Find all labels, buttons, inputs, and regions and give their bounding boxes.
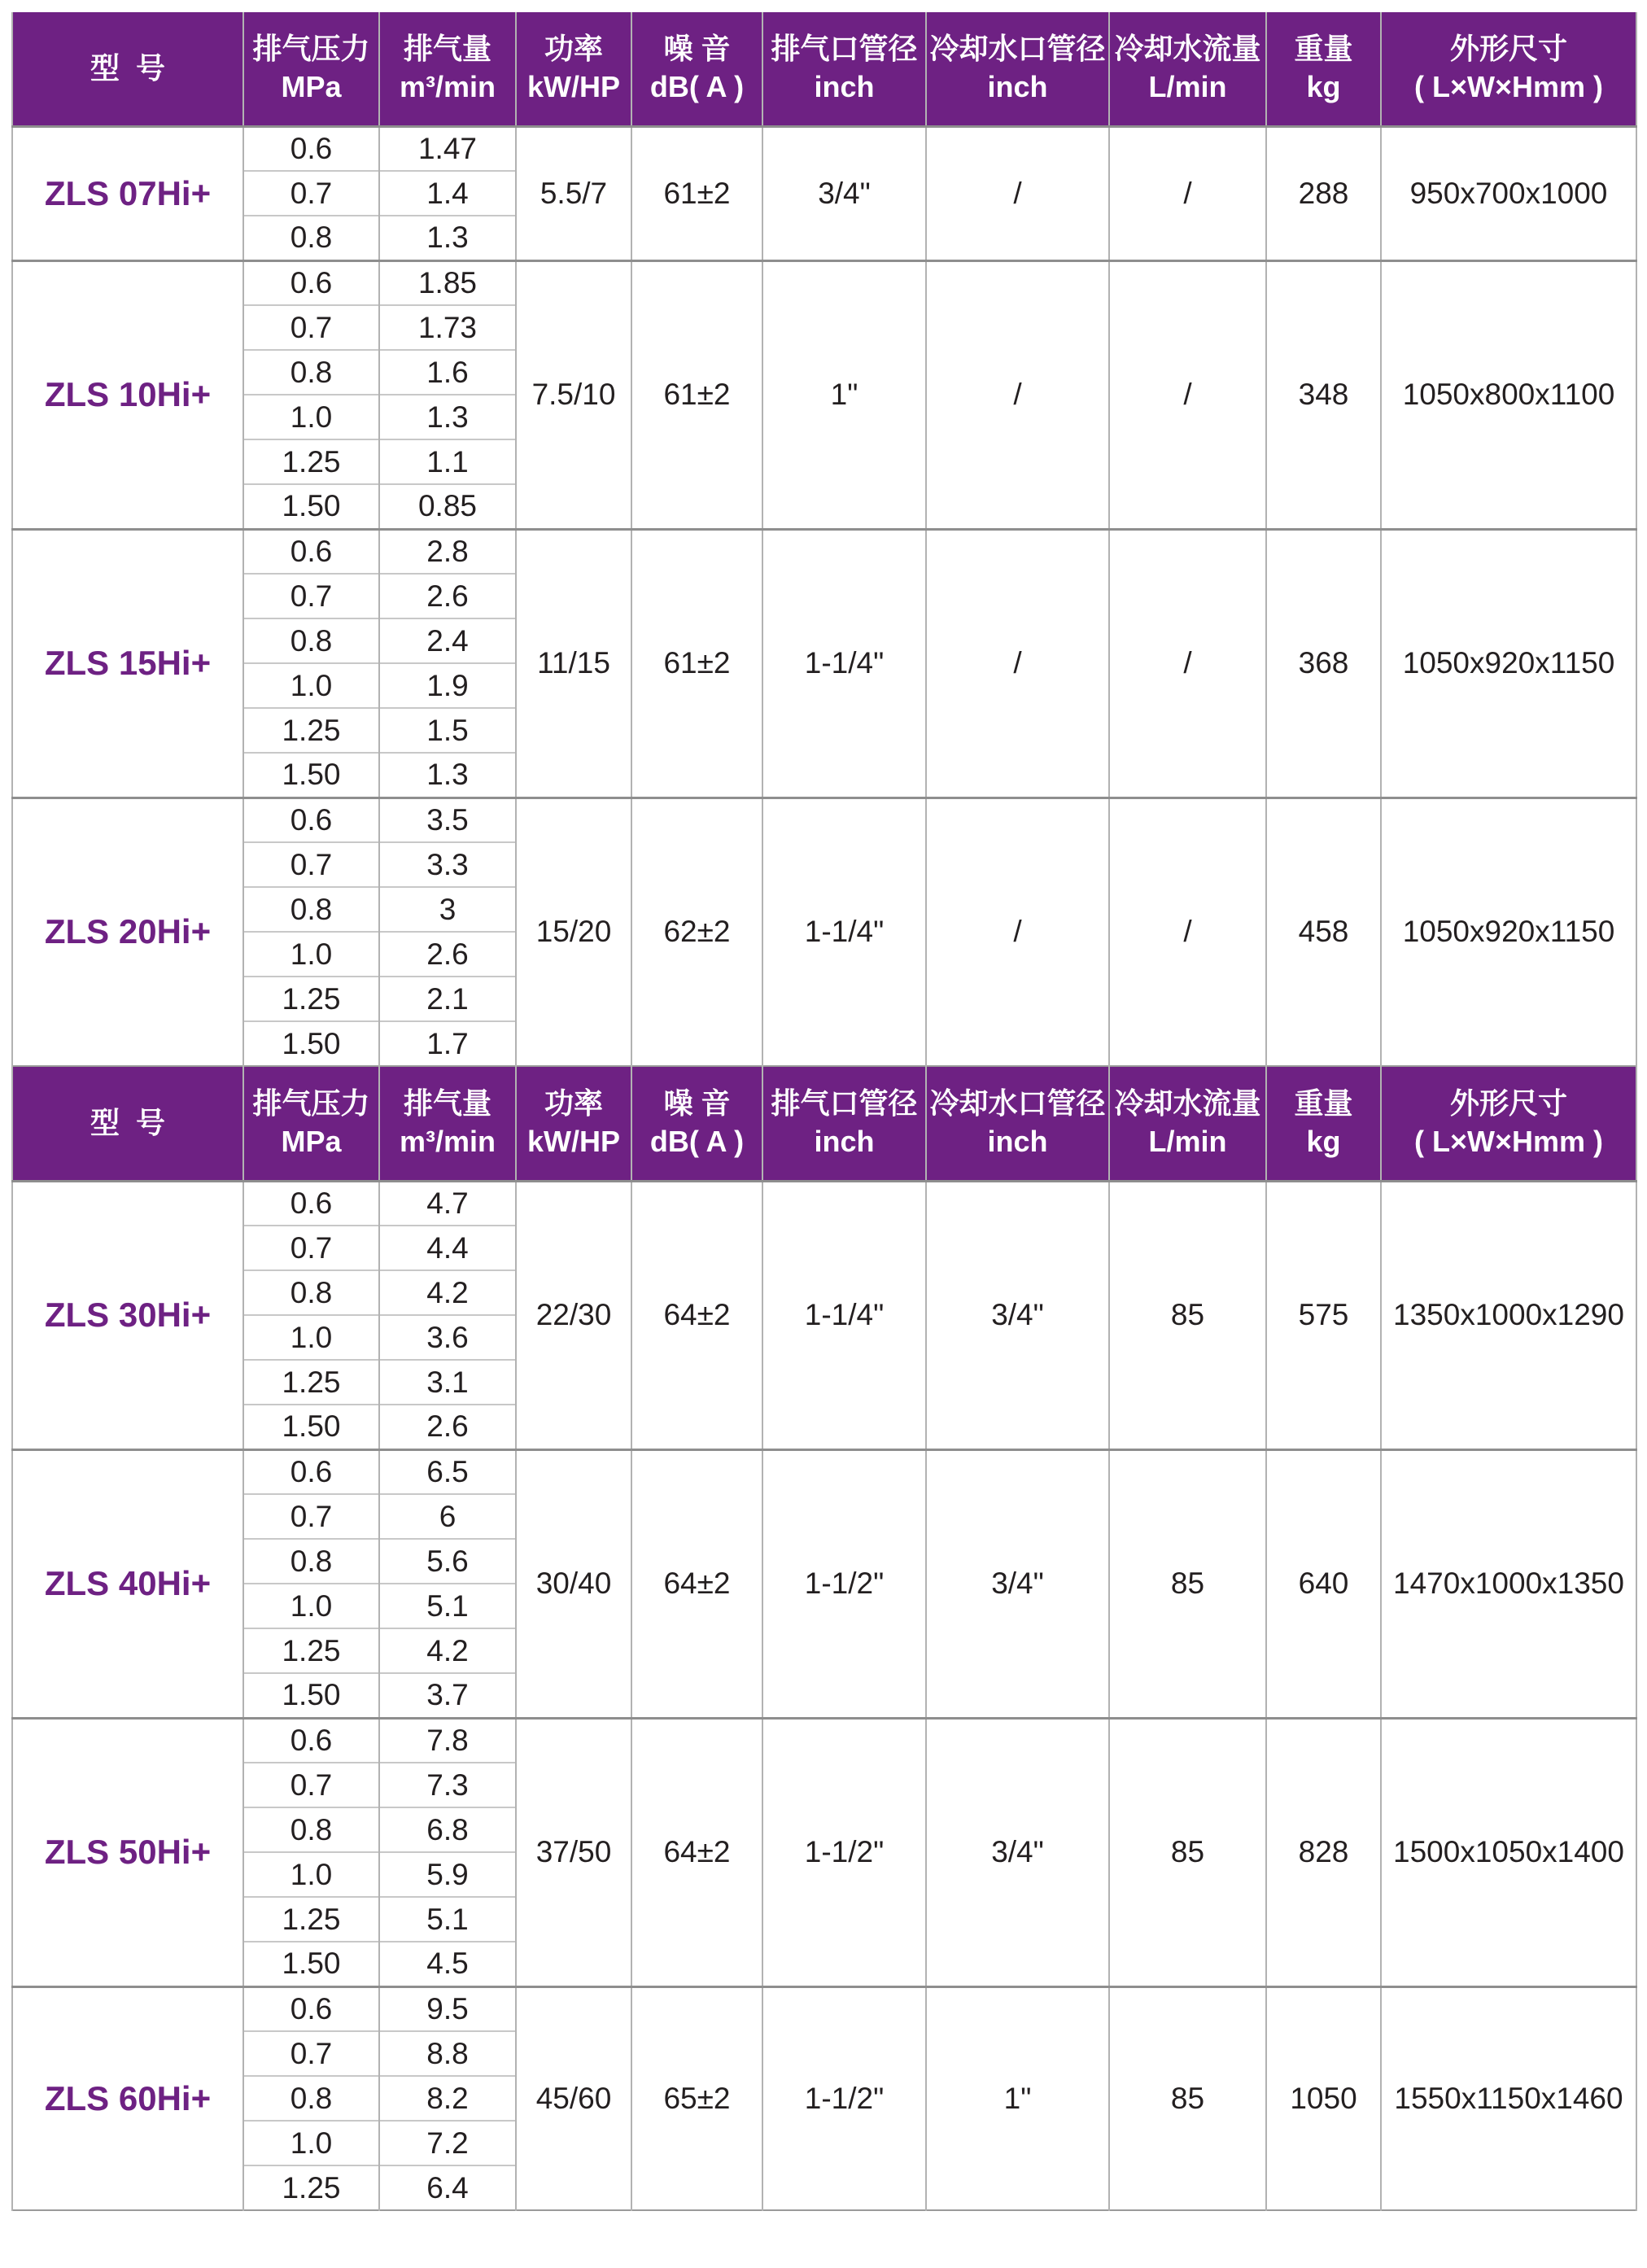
column-header-line1: 冷却水口管径 <box>929 1086 1106 1121</box>
pressure-cell: 1.25 <box>243 1628 379 1673</box>
weight-cell: 1050 <box>1266 1986 1381 2210</box>
flow-cell: 4.2 <box>379 1628 516 1673</box>
flow-cell: 5.1 <box>379 1584 516 1628</box>
pressure-cell: 0.7 <box>243 305 379 350</box>
flow-cell: 5.1 <box>379 1897 516 1942</box>
cooling-flow-cell: / <box>1109 260 1266 529</box>
table-row <box>12 1986 1636 2031</box>
flow-cell: 1.47 <box>379 126 516 171</box>
pressure-cell: 1.50 <box>243 484 379 529</box>
pressure-cell: 0.8 <box>243 2076 379 2121</box>
flow-cell: 7.3 <box>379 1763 516 1807</box>
outlet-pipe-cell: 1-1/4" <box>762 529 926 798</box>
cooling-pipe-cell: 3/4" <box>926 1181 1109 1449</box>
weight-cell: 575 <box>1266 1181 1381 1449</box>
column-header-0 <box>12 1067 243 1181</box>
column-header-line1: 功率 <box>544 32 603 66</box>
pressure-cell: 0.7 <box>243 574 379 618</box>
pressure-cell: 1.0 <box>243 1852 379 1897</box>
pressure-cell: 0.8 <box>243 1539 379 1584</box>
spec-table-section-2 <box>11 1067 1637 2211</box>
pressure-cell: 0.6 <box>243 126 379 171</box>
column-header-line1: 型 号 <box>90 1105 165 1139</box>
table-row <box>12 1718 1636 1763</box>
model-cell: ZLS 20Hi+ <box>12 798 243 1066</box>
column-header-line2: kg <box>1306 1125 1341 1159</box>
flow-cell: 2.1 <box>379 977 516 1021</box>
column-header-line1: 冷却水口管径 <box>929 32 1106 66</box>
weight-cell: 368 <box>1266 529 1381 798</box>
flow-cell: 1.3 <box>379 216 516 260</box>
pressure-cell: 0.8 <box>243 618 379 663</box>
column-header-line1: 冷却水流量 <box>1114 1086 1261 1121</box>
column-header-line2: MPa <box>281 1125 342 1159</box>
pressure-cell: 1.25 <box>243 1897 379 1942</box>
table-row <box>12 1181 1636 1226</box>
cooling-pipe-cell: / <box>926 798 1109 1066</box>
table-row <box>12 1449 1636 1494</box>
flow-cell: 3.6 <box>379 1315 516 1360</box>
dimensions-cell: 1470x1000x1350 <box>1381 1449 1636 1718</box>
power-cell: 30/40 <box>516 1449 631 1718</box>
table-row <box>12 260 1636 305</box>
column-header-line1: 排气口管径 <box>771 32 918 66</box>
column-header-line2: inch <box>814 70 875 104</box>
noise-cell: 61±2 <box>631 260 762 529</box>
pressure-cell: 1.50 <box>243 1405 379 1449</box>
column-header-line1: 排气量 <box>403 1086 491 1121</box>
flow-cell: 3 <box>379 887 516 932</box>
noise-cell: 64±2 <box>631 1449 762 1718</box>
column-header-8 <box>1266 12 1381 126</box>
pressure-cell: 0.6 <box>243 1181 379 1226</box>
flow-cell: 5.9 <box>379 1852 516 1897</box>
weight-cell: 640 <box>1266 1449 1381 1718</box>
flow-cell: 8.8 <box>379 2031 516 2076</box>
flow-cell: 9.5 <box>379 1986 516 2031</box>
flow-cell: 2.6 <box>379 574 516 618</box>
flow-cell: 4.5 <box>379 1942 516 1986</box>
pressure-cell: 0.7 <box>243 2031 379 2076</box>
dimensions-cell: 1500x1050x1400 <box>1381 1718 1636 1986</box>
column-header-line1: 型 号 <box>90 50 165 85</box>
outlet-pipe-cell: 1" <box>762 260 926 529</box>
cooling-pipe-cell: 1" <box>926 1986 1109 2210</box>
column-header-line1: 重量 <box>1294 32 1353 66</box>
model-cell: ZLS 50Hi+ <box>12 1718 243 1986</box>
cooling-pipe-cell: / <box>926 126 1109 260</box>
model-cell: ZLS 07Hi+ <box>12 126 243 260</box>
column-header-line2: kW/HP <box>526 1125 620 1159</box>
flow-cell: 0.85 <box>379 484 516 529</box>
column-header-line1: 排气压力 <box>252 32 370 66</box>
cooling-flow-cell: / <box>1109 126 1266 260</box>
power-cell: 7.5/10 <box>516 260 631 529</box>
header-row <box>12 12 1636 126</box>
pressure-cell: 1.25 <box>243 708 379 753</box>
pressure-cell: 1.25 <box>243 977 379 1021</box>
pressure-cell: 1.50 <box>243 753 379 798</box>
outlet-pipe-cell: 1-1/2" <box>762 1718 926 1986</box>
power-cell: 37/50 <box>516 1718 631 1986</box>
column-header-3 <box>516 12 631 126</box>
column-header-line1: 排气量 <box>403 32 491 66</box>
flow-cell: 3.3 <box>379 842 516 887</box>
flow-cell: 2.6 <box>379 932 516 977</box>
dimensions-cell: 1050x800x1100 <box>1381 260 1636 529</box>
pressure-cell: 0.8 <box>243 887 379 932</box>
pressure-cell: 1.25 <box>243 2165 379 2210</box>
pressure-cell: 1.0 <box>243 2121 379 2165</box>
pressure-cell: 0.6 <box>243 260 379 305</box>
column-header-7 <box>1109 12 1266 126</box>
flow-cell: 1.9 <box>379 663 516 708</box>
flow-cell: 4.4 <box>379 1226 516 1270</box>
pressure-cell: 0.8 <box>243 1270 379 1315</box>
outlet-pipe-cell: 1-1/2" <box>762 1449 926 1718</box>
column-header-line1: 外形尺寸 <box>1449 32 1567 66</box>
pressure-cell: 1.0 <box>243 932 379 977</box>
noise-cell: 61±2 <box>631 529 762 798</box>
cooling-pipe-cell: / <box>926 260 1109 529</box>
column-header-line2: m³/min <box>399 70 496 104</box>
flow-cell: 1.1 <box>379 439 516 484</box>
column-header-line2: L/min <box>1148 1125 1227 1159</box>
column-header-4 <box>631 1067 762 1181</box>
cooling-pipe-cell: 3/4" <box>926 1449 1109 1718</box>
cooling-flow-cell: 85 <box>1109 1718 1266 1986</box>
pressure-cell: 1.0 <box>243 1584 379 1628</box>
pressure-cell: 0.7 <box>243 1763 379 1807</box>
column-header-line2: dB( A ) <box>649 1125 745 1159</box>
flow-cell: 1.4 <box>379 171 516 216</box>
flow-cell: 7.8 <box>379 1718 516 1763</box>
power-cell: 5.5/7 <box>516 126 631 260</box>
flow-cell: 8.2 <box>379 2076 516 2121</box>
power-cell: 15/20 <box>516 798 631 1066</box>
outlet-pipe-cell: 1-1/4" <box>762 1181 926 1449</box>
outlet-pipe-cell: 1-1/2" <box>762 1986 926 2210</box>
flow-cell: 5.6 <box>379 1539 516 1584</box>
model-cell: ZLS 10Hi+ <box>12 260 243 529</box>
column-header-line1: 排气口管径 <box>771 1086 918 1121</box>
pressure-cell: 1.25 <box>243 439 379 484</box>
model-cell: ZLS 15Hi+ <box>12 529 243 798</box>
dimensions-cell: 950x700x1000 <box>1381 126 1636 260</box>
cooling-flow-cell: / <box>1109 529 1266 798</box>
power-cell: 11/15 <box>516 529 631 798</box>
column-header-6 <box>926 12 1109 126</box>
dimensions-cell: 1050x920x1150 <box>1381 529 1636 798</box>
flow-cell: 2.6 <box>379 1405 516 1449</box>
column-header-9 <box>1381 12 1636 126</box>
flow-cell: 7.2 <box>379 2121 516 2165</box>
flow-cell: 2.8 <box>379 529 516 574</box>
spec-table-section-1 <box>11 12 1637 1067</box>
weight-cell: 288 <box>1266 126 1381 260</box>
power-cell: 22/30 <box>516 1181 631 1449</box>
flow-cell: 1.73 <box>379 305 516 350</box>
flow-cell: 1.7 <box>379 1021 516 1066</box>
column-header-2 <box>379 12 516 126</box>
flow-cell: 1.6 <box>379 350 516 395</box>
pressure-cell: 0.6 <box>243 1718 379 1763</box>
column-header-line2: inch <box>814 1125 875 1159</box>
flow-cell: 3.5 <box>379 798 516 842</box>
header-row <box>12 1067 1636 1181</box>
pressure-cell: 1.0 <box>243 1315 379 1360</box>
flow-cell: 3.7 <box>379 1673 516 1718</box>
cooling-pipe-cell: 3/4" <box>926 1718 1109 1986</box>
pressure-cell: 0.7 <box>243 1226 379 1270</box>
column-header-2 <box>379 1067 516 1181</box>
flow-cell: 6.5 <box>379 1449 516 1494</box>
column-header-line2: L/min <box>1148 70 1227 104</box>
pressure-cell: 0.8 <box>243 1807 379 1852</box>
power-cell: 45/60 <box>516 1986 631 2210</box>
column-header-line1: 功率 <box>544 1086 603 1121</box>
pressure-cell: 0.8 <box>243 216 379 260</box>
pressure-cell: 1.50 <box>243 1021 379 1066</box>
noise-cell: 64±2 <box>631 1181 762 1449</box>
column-header-0 <box>12 12 243 126</box>
pressure-cell: 0.8 <box>243 350 379 395</box>
pressure-cell: 0.6 <box>243 1449 379 1494</box>
flow-cell: 1.3 <box>379 753 516 798</box>
outlet-pipe-cell: 3/4" <box>762 126 926 260</box>
flow-cell: 3.1 <box>379 1360 516 1405</box>
flow-cell: 4.2 <box>379 1270 516 1315</box>
column-header-line2: inch <box>987 70 1048 104</box>
column-header-line2: ( L×W×Hmm ) <box>1413 70 1603 104</box>
column-header-line1: 噪 音 <box>663 32 731 66</box>
table-row <box>12 529 1636 574</box>
column-header-line1: 外形尺寸 <box>1449 1086 1567 1121</box>
flow-cell: 6.4 <box>379 2165 516 2210</box>
column-header-7 <box>1109 1067 1266 1181</box>
dimensions-cell: 1050x920x1150 <box>1381 798 1636 1066</box>
column-header-line2: dB( A ) <box>649 70 745 104</box>
column-header-line2: kg <box>1306 70 1341 104</box>
cooling-pipe-cell: / <box>926 529 1109 798</box>
flow-cell: 1.5 <box>379 708 516 753</box>
outlet-pipe-cell: 1-1/4" <box>762 798 926 1066</box>
pressure-cell: 0.6 <box>243 529 379 574</box>
cooling-flow-cell: 85 <box>1109 1181 1266 1449</box>
column-header-9 <box>1381 1067 1636 1181</box>
column-header-line2: inch <box>987 1125 1048 1159</box>
flow-cell: 1.3 <box>379 395 516 439</box>
column-header-5 <box>762 1067 926 1181</box>
column-header-line2: ( L×W×Hmm ) <box>1413 1125 1603 1159</box>
noise-cell: 61±2 <box>631 126 762 260</box>
column-header-line1: 排气压力 <box>252 1086 370 1121</box>
pressure-cell: 0.7 <box>243 171 379 216</box>
cooling-flow-cell: / <box>1109 798 1266 1066</box>
table-row <box>12 798 1636 842</box>
column-header-line1: 冷却水流量 <box>1114 32 1261 66</box>
noise-cell: 62±2 <box>631 798 762 1066</box>
column-header-line2: kW/HP <box>526 70 620 104</box>
column-header-6 <box>926 1067 1109 1181</box>
pressure-cell: 1.50 <box>243 1673 379 1718</box>
column-header-3 <box>516 1067 631 1181</box>
dimensions-cell: 1550x1150x1460 <box>1381 1986 1636 2210</box>
column-header-4 <box>631 12 762 126</box>
cooling-flow-cell: 85 <box>1109 1449 1266 1718</box>
weight-cell: 348 <box>1266 260 1381 529</box>
model-cell: ZLS 40Hi+ <box>12 1449 243 1718</box>
spec-table <box>11 12 1636 2211</box>
table-row <box>12 126 1636 171</box>
column-header-line2: MPa <box>281 70 342 104</box>
pressure-cell: 0.6 <box>243 798 379 842</box>
model-cell: ZLS 30Hi+ <box>12 1181 243 1449</box>
flow-cell: 2.4 <box>379 618 516 663</box>
column-header-line2: m³/min <box>399 1125 496 1159</box>
column-header-5 <box>762 12 926 126</box>
pressure-cell: 0.7 <box>243 1494 379 1539</box>
pressure-cell: 1.50 <box>243 1942 379 1986</box>
column-header-1 <box>243 1067 379 1181</box>
column-header-1 <box>243 12 379 126</box>
column-header-8 <box>1266 1067 1381 1181</box>
flow-cell: 4.7 <box>379 1181 516 1226</box>
pressure-cell: 0.6 <box>243 1986 379 2031</box>
cooling-flow-cell: 85 <box>1109 1986 1266 2210</box>
pressure-cell: 1.25 <box>243 1360 379 1405</box>
weight-cell: 828 <box>1266 1718 1381 1986</box>
flow-cell: 6.8 <box>379 1807 516 1852</box>
model-cell: ZLS 60Hi+ <box>12 1986 243 2210</box>
column-header-line1: 重量 <box>1294 1086 1353 1121</box>
noise-cell: 64±2 <box>631 1718 762 1986</box>
weight-cell: 458 <box>1266 798 1381 1066</box>
pressure-cell: 1.0 <box>243 395 379 439</box>
column-header-line1: 噪 音 <box>663 1086 731 1121</box>
pressure-cell: 0.7 <box>243 842 379 887</box>
dimensions-cell: 1350x1000x1290 <box>1381 1181 1636 1449</box>
flow-cell: 6 <box>379 1494 516 1539</box>
pressure-cell: 1.0 <box>243 663 379 708</box>
noise-cell: 65±2 <box>631 1986 762 2210</box>
flow-cell: 1.85 <box>379 260 516 305</box>
